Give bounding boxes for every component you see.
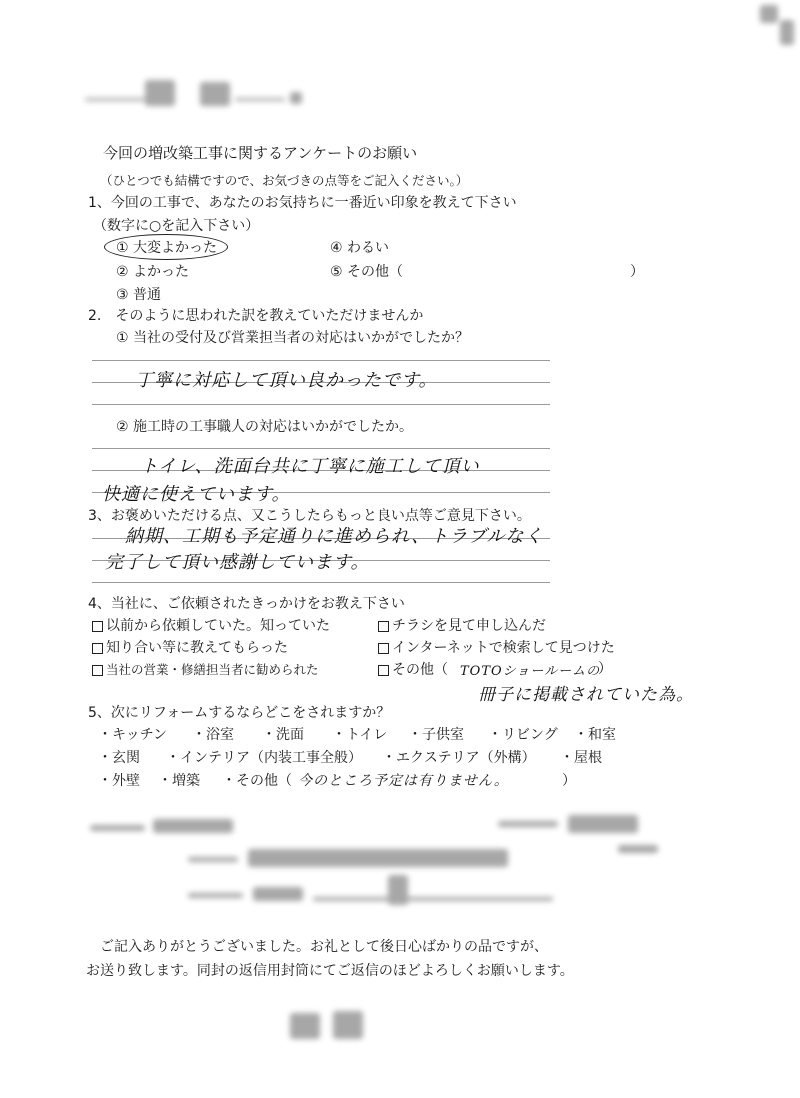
answer-line <box>92 582 550 583</box>
q5-opt-toilet[interactable]: ・トイレ <box>332 727 388 743</box>
q1-instruction: （数字に○を記入下さい） <box>93 218 260 234</box>
q1-option-label: わるい <box>347 240 390 256</box>
q4-option[interactable] <box>378 661 448 679</box>
q1-option-4[interactable] <box>330 239 389 257</box>
q1-question: 1、今回の工事で、あなたのお気持ちに一番近い印象を教えて下さい <box>88 195 517 211</box>
closing-line-2: お送り致します。同封の返信用封筒にてご返信のほどよろしくお願いします。 <box>86 963 574 979</box>
q5-opt-kids-room[interactable]: ・子供室 <box>408 727 464 743</box>
answer-line <box>92 360 550 361</box>
q2-sub1: ① 当社の受付及び営業担当者の対応はいかがでしたか？ <box>116 330 469 346</box>
q4-option-label: 当社の営業・修繕担当者に勧められた <box>106 662 319 677</box>
q2-answer2-line1[interactable]: トイレ、洗面台共に丁寧に施工して頂い <box>140 456 480 477</box>
q2-sub2: ② 施工時の工事職人の対応はいかがでしたか。 <box>116 419 413 435</box>
numeral-1: ① <box>116 240 129 256</box>
redacted-name-block <box>85 72 310 110</box>
q1-option-label: その他（ <box>347 264 404 280</box>
closing-line-1: ご記入ありがとうございました。お礼として後日心ばかりの品ですが、 <box>100 939 548 955</box>
q5-opt-bath[interactable]: ・浴室 <box>192 727 234 743</box>
q5-other-answer[interactable]: 今のところ予定は有りません。 <box>298 773 509 789</box>
q4-other-answer[interactable]: TOTOショールームの <box>460 664 601 679</box>
q3-answer-line2[interactable]: 完了して頂い感謝しています。 <box>105 552 370 573</box>
checkbox[interactable] <box>378 665 389 676</box>
q4-option[interactable] <box>92 661 319 679</box>
checkbox[interactable] <box>92 643 103 654</box>
checkbox[interactable] <box>378 643 389 654</box>
q4-option-label: その他（ <box>392 662 448 678</box>
q4-option-label: 知り合い等に教えてもらった <box>106 640 288 656</box>
q3-answer-line1[interactable]: 納期、工期も予定通りに進められ、トラブルなく <box>125 526 544 547</box>
q3-question: 3、お褒めいただける点、又こうしたらもっと良い点等ご意見下さい。 <box>88 508 531 524</box>
checkbox[interactable] <box>92 621 103 632</box>
numeral-4: ④ <box>330 240 343 256</box>
q4-option-label: チラシを見て申し込んだ <box>392 618 546 634</box>
redacted-corner-mark <box>755 0 800 50</box>
q5-opt-exterior[interactable]: ・エクステリア（外構） <box>382 750 536 766</box>
q4-other-answer2[interactable]: 冊子に掲載されていた為。 <box>478 685 694 705</box>
q5-opt-roof[interactable]: ・屋根 <box>560 750 602 766</box>
q2-answer1[interactable]: 丁寧に対応して頂い良かったです。 <box>135 370 438 391</box>
q4-option[interactable] <box>92 617 330 635</box>
q5-question: 5、次にリフォームするならどこをされますか？ <box>88 705 391 721</box>
q4-option[interactable] <box>378 617 546 635</box>
q5-opt-entrance[interactable]: ・玄関 <box>98 750 140 766</box>
q1-close-paren: ） <box>630 264 644 280</box>
numeral-5: ⑤ <box>330 264 343 280</box>
q2-answer2-line2[interactable]: 快適に使えています。 <box>102 484 291 505</box>
q1-option-label: 普通 <box>133 287 162 303</box>
q1-option-3[interactable] <box>116 286 161 304</box>
numeral-2: ② <box>116 264 129 280</box>
q1-option-2[interactable] <box>116 263 189 281</box>
redacted-address-block <box>88 815 668 925</box>
q4-option[interactable] <box>378 639 615 657</box>
handwritten-circle <box>104 234 228 260</box>
q1-option-5[interactable] <box>330 263 403 281</box>
numeral-3: ③ <box>116 287 129 303</box>
checkbox[interactable] <box>92 665 103 676</box>
q5-opt-washroom[interactable]: ・洗面 <box>262 727 304 743</box>
page-title: 今回の増改築工事に関するアンケートのお願い <box>103 144 418 162</box>
q5-opt-japanese-room[interactable]: ・和室 <box>574 727 616 743</box>
q5-opt-extension[interactable]: ・増築 <box>158 773 200 789</box>
q4-option-label: 以前から依頼していた。知っていた <box>106 618 330 634</box>
q2-question: 2. そのように思われた訳を教えていただけませんか <box>88 308 424 324</box>
q4-option-label: インターネットで検索して見つけた <box>392 640 615 656</box>
q5-opt-outer-wall[interactable]: ・外壁 <box>98 773 140 789</box>
q4-option[interactable] <box>92 639 288 657</box>
intro-note: （ひとつでも結構ですので、お気づきの点等をご記入ください。） <box>100 173 469 188</box>
q5-opt-kitchen[interactable]: ・キッチン <box>98 727 168 743</box>
q1-option-label: よかった <box>133 264 190 280</box>
checkbox[interactable] <box>378 621 389 632</box>
q4-other-close: ） <box>598 661 612 677</box>
q5-opt-interior[interactable]: ・インテリア（内装工事全般） <box>166 750 362 766</box>
q1-option-label: 大変よかった <box>133 240 218 256</box>
answer-line <box>92 448 550 449</box>
redacted-signature <box>285 1005 375 1045</box>
answer-line <box>92 404 550 405</box>
q5-opt-other[interactable]: ・その他（ <box>222 773 292 789</box>
q4-question: 4、当社に、ご依頼されたきっかけをお教え下さい <box>88 596 405 612</box>
q5-close-paren: ） <box>562 773 576 789</box>
q5-opt-living[interactable]: ・リビング <box>488 727 558 743</box>
